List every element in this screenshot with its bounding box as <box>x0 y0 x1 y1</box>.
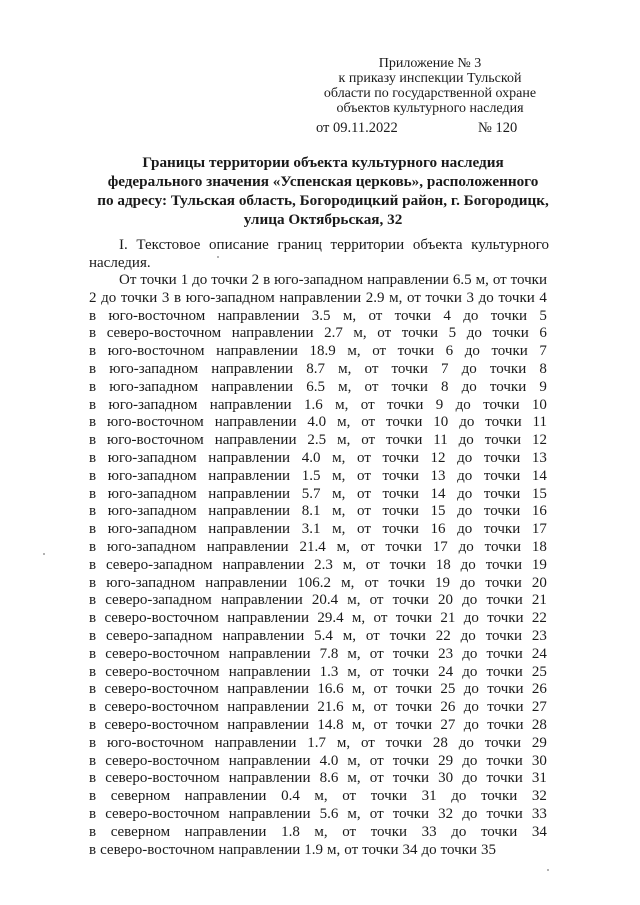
description-line: в северо-западном направлении 2.3 м, от точки 18 до точки 19 <box>89 556 547 573</box>
description-line: в северо-восточном направлении 4.0 м, от точки 29 до точки 30 <box>89 752 547 769</box>
description-line: в северо-западном направлении 20.4 м, от точки 20 до точки 21 <box>89 592 547 609</box>
description-line: в северо-восточном направлении 7.8 м, от точки 23 до точки 24 <box>89 645 547 662</box>
description-line: в юго-западном направлении 1.6 м, от точки 9 до точки 10 <box>89 396 547 413</box>
description-line: в северо-восточном направлении 29.4 м, от точки 21 до точки 22 <box>89 610 547 627</box>
description-line: в северо-восточном направлении 1.9 м, от точки 34 до точки 35 <box>89 841 496 858</box>
description-line: в северо-восточном направлении 16.6 м, от точки 25 до точки 26 <box>89 681 547 698</box>
description-line: 2 до точки 3 в юго-западном направлении 2.9 м, от точки 3 до точки 4 <box>89 289 547 306</box>
description-line: в северо-восточном направлении 8.6 м, от точки 30 до точки 31 <box>89 770 547 787</box>
section-heading: I. Текстовое описание границ территории объекта культурного наследия. <box>89 237 549 271</box>
description-line: в северо-восточном направлении 14.8 м, от точки 27 до точки 28 <box>89 716 547 733</box>
appendix-order-ref: к приказу инспекции Тульской <box>338 71 522 86</box>
description-line: в северном направлении 0.4 м, от точки 31 до точки 32 <box>89 788 547 805</box>
order-number: № 120 <box>478 120 518 136</box>
description-line: в юго-западном направлении 8.1 м, от точки 15 до точки 16 <box>89 503 547 520</box>
description-line: в юго-западном направлении 106.2 м, от точки 19 до точки 20 <box>89 574 547 591</box>
title-line-1: Границы территории объекта культурного наследия <box>142 154 504 171</box>
description-line: в юго-восточном направлении 4.0 м, от точки 10 до точки 11 <box>89 414 547 431</box>
appendix-authority-cont: объектов культурного наследия <box>336 101 524 116</box>
description-line: в северо-восточном направлении 1.3 м, от точки 24 до точки 25 <box>89 663 547 680</box>
appendix-title: Приложение № 3 <box>378 56 482 71</box>
description-line: в северо-западном направлении 5.4 м, от точки 22 до точки 23 <box>89 627 547 644</box>
description-line: в юго-восточном направлении 2.5 м, от точки 11 до точки 12 <box>89 432 547 449</box>
description-line: в северо-восточном направлении 5.6 м, от точки 32 до точки 33 <box>89 805 547 822</box>
description-line: в юго-западном направлении 21.4 м, от точки 17 до точки 18 <box>89 538 547 555</box>
scan-speck <box>217 256 219 258</box>
description-line: в юго-западном направлении 6.5 м, от точки 8 до точки 9 <box>89 378 547 395</box>
description-line: в юго-западном направлении 3.1 м, от точки 16 до точки 17 <box>89 521 547 538</box>
boundary-description <box>89 272 547 859</box>
description-line: От точки 1 до точки 2 в юго-западном направлении 6.5 м, от точки <box>119 272 547 288</box>
description-line: в юго-западном направлении 1.5 м, от точки 13 до точки 14 <box>89 467 547 484</box>
description-line: в юго-восточном направлении 18.9 м, от точки 6 до точки 7 <box>89 343 547 360</box>
document-title <box>82 153 564 229</box>
appendix-block <box>300 56 560 116</box>
description-line: в юго-восточном направлении 1.7 м, от точки 28 до точки 29 <box>89 734 547 751</box>
description-line: в северном направлении 1.8 м, от точки 33 до точки 34 <box>89 823 547 840</box>
order-date: от 09.11.2022 <box>316 120 398 136</box>
description-line: в северо-восточном направлении 21.6 м, от точки 26 до точки 27 <box>89 699 547 716</box>
description-line: в юго-западном направлении 8.7 м, от точки 7 до точки 8 <box>89 360 547 377</box>
scan-speck <box>43 553 45 555</box>
description-line: в северо-восточном направлении 2.7 м, от точки 5 до точки 6 <box>89 325 547 342</box>
title-line-2: федерального значения «Успенская церковь», расположенного <box>107 173 539 190</box>
title-line-4: улица Октябрьская, 32 <box>243 211 403 228</box>
description-line: в юго-восточном направлении 3.5 м, от точки 4 до точки 5 <box>89 307 547 324</box>
appendix-authority: области по государственной охране <box>323 86 537 101</box>
description-line: в юго-западном направлении 5.7 м, от точки 14 до точки 15 <box>89 485 547 502</box>
title-line-3: по адресу: Тульская область, Богородицкий район, г. Богородицк, <box>97 192 549 209</box>
scan-speck <box>547 869 549 871</box>
description-line: в юго-западном направлении 4.0 м, от точки 12 до точки 13 <box>89 449 547 466</box>
